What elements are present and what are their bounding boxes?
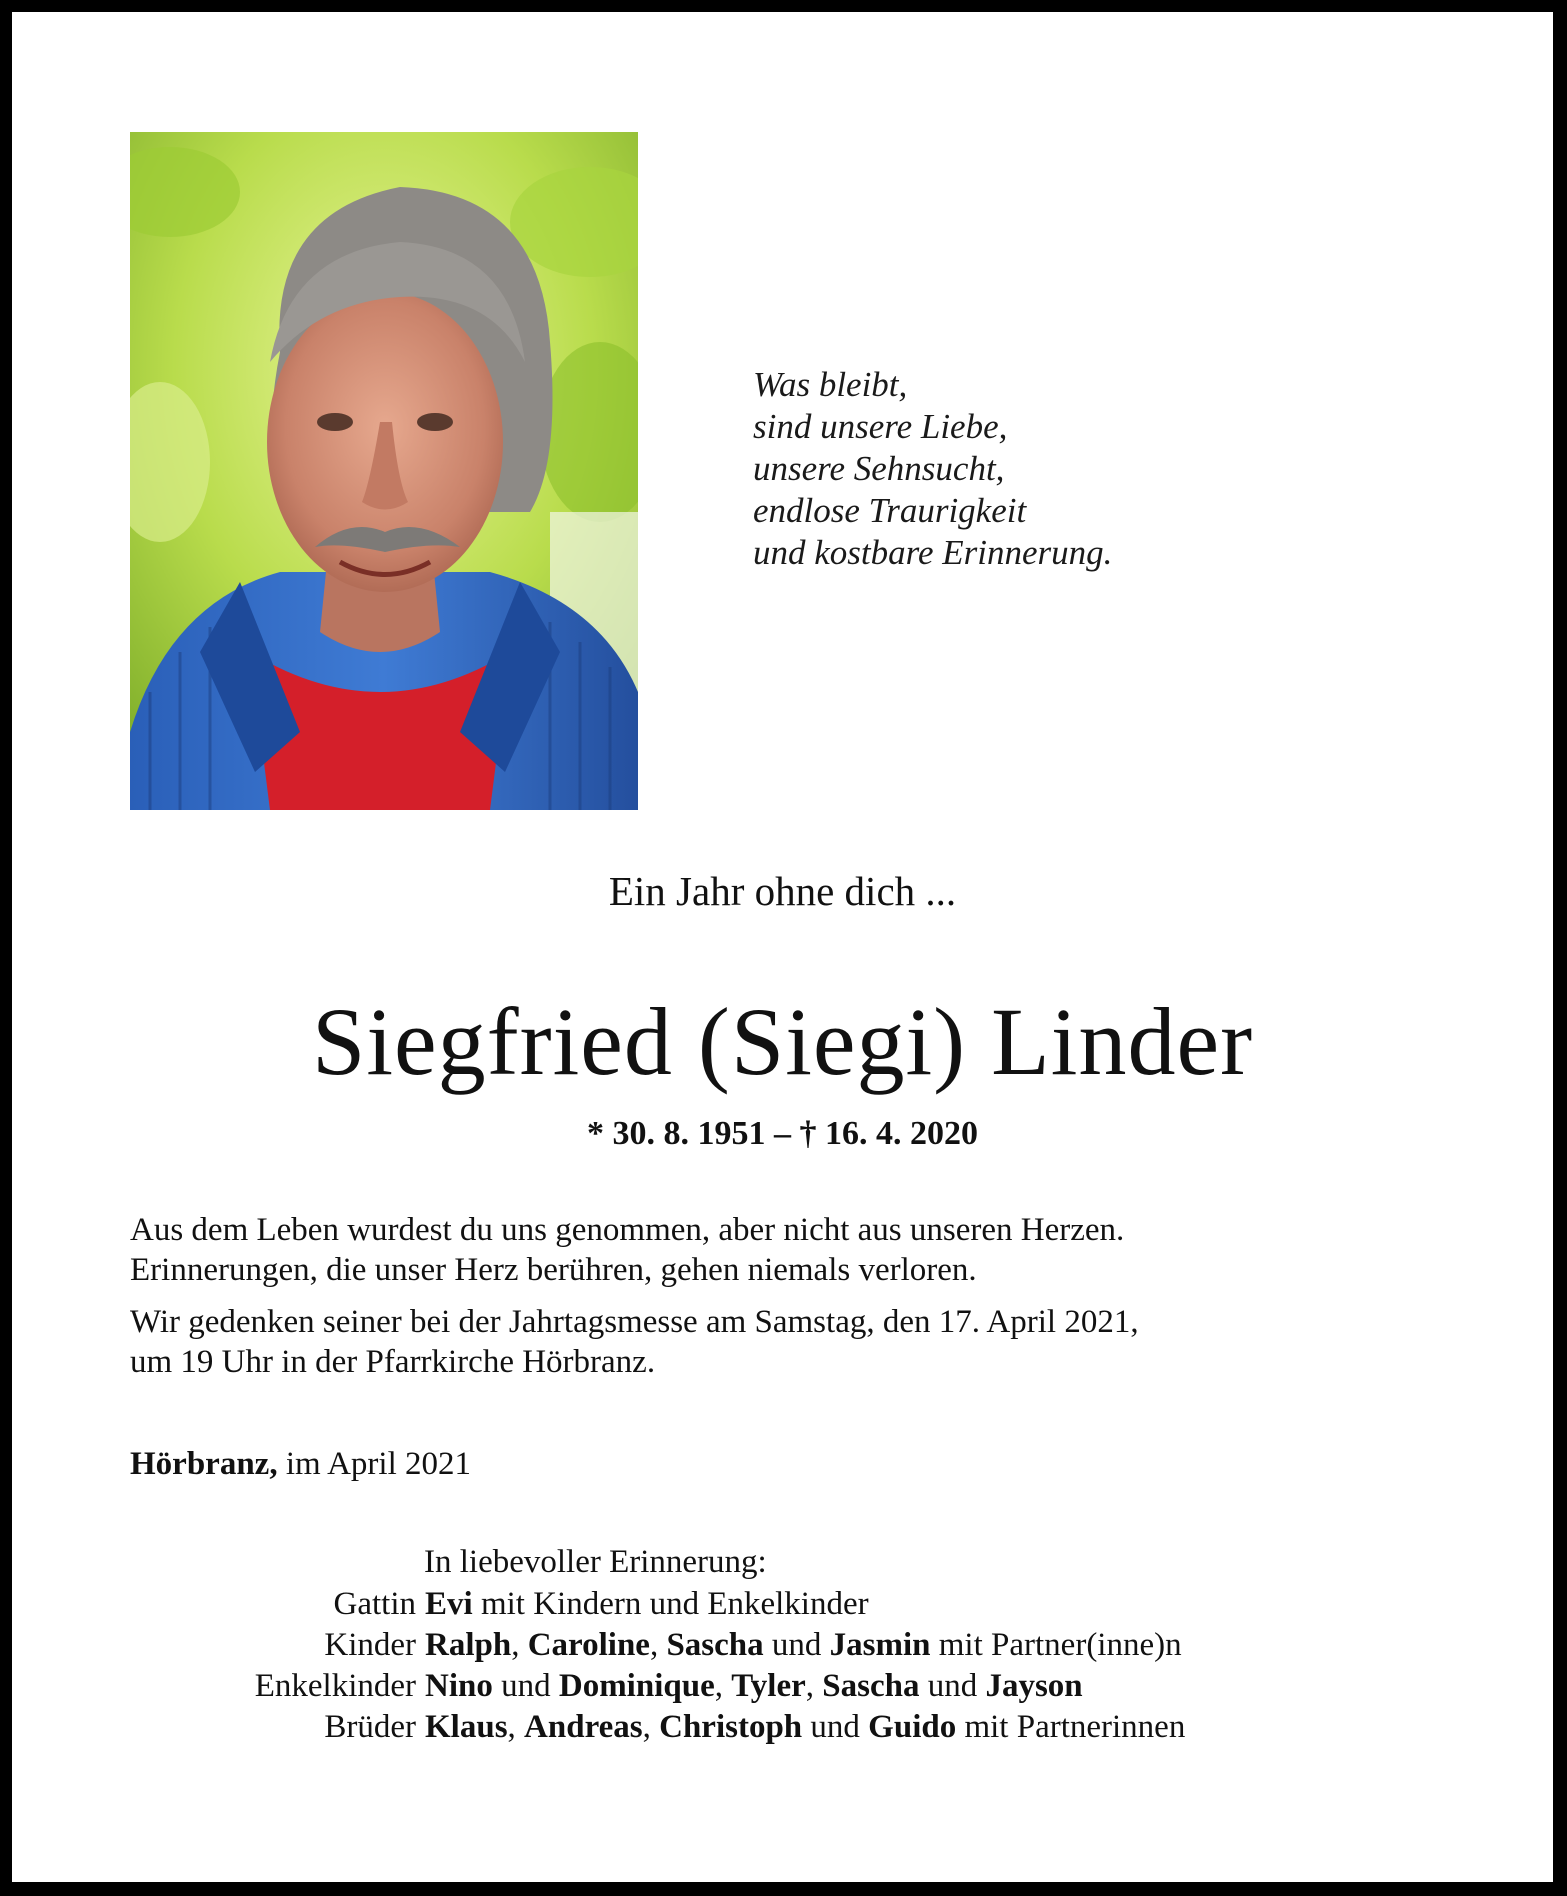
connector-text: ,: [805, 1668, 823, 1704]
person-name: Jayson: [985, 1668, 1083, 1704]
connector-text: mit Partner(inne)n: [930, 1627, 1182, 1663]
person-name: Christoph: [659, 1709, 803, 1745]
connector-text: ,: [507, 1709, 525, 1745]
connector-text: und: [492, 1668, 559, 1704]
connector-text: und: [919, 1668, 986, 1704]
quote-line: sind unsere Liebe,: [753, 407, 1008, 446]
person-name: Jasmin: [829, 1627, 931, 1663]
person-name: Ralph: [425, 1627, 512, 1663]
place-date-line: [130, 1444, 471, 1484]
relation-label: Kinder: [324, 1627, 416, 1663]
family-list: [12, 1584, 1553, 1748]
connector-text: ,: [642, 1709, 660, 1745]
obituary-card: [12, 12, 1553, 1882]
memorial-quote: [753, 364, 1112, 574]
quote-line: unsere Sehnsucht,: [753, 449, 1005, 488]
person-name: Nino: [425, 1668, 493, 1704]
connector-text: ,: [511, 1627, 528, 1663]
intro-line: Ein Jahr ohne dich ...: [608, 868, 957, 914]
paragraph-remembrance: [130, 1210, 1450, 1290]
place-date: im April 2021: [277, 1446, 472, 1482]
family-row-enkelkinder: [12, 1666, 1553, 1707]
family-row-kinder: [12, 1625, 1553, 1666]
paragraph-line: Erinnerungen, die unser Herz berühren, gehen niemals verloren.: [130, 1252, 977, 1288]
paragraph-line: Aus dem Leben wurdest du uns genommen, aber nicht aus unseren Herzen.: [130, 1212, 1125, 1248]
deceased-name: Siegfried (Siegi) Linder: [311, 988, 1254, 1095]
person-name: Klaus: [425, 1709, 508, 1745]
person-name: Sascha: [822, 1668, 920, 1704]
paragraph-line: Wir gedenken seiner bei der Jahrtagsmesse am Samstag, den 17. April 2021,: [130, 1304, 1139, 1340]
paragraph-line: um 19 Uhr in der Pfarrkirche Hörbranz.: [130, 1344, 656, 1380]
person-name: Evi: [425, 1586, 473, 1622]
person-name: Tyler: [731, 1668, 806, 1704]
connector-text: ,: [714, 1668, 732, 1704]
person-name: Dominique: [558, 1668, 715, 1704]
portrait-image: [130, 132, 638, 810]
relation-label: Gattin: [333, 1586, 416, 1622]
relation-names: [425, 1584, 869, 1625]
person-name: Caroline: [527, 1627, 650, 1663]
memory-heading: In liebevoller Erinnerung:: [424, 1544, 767, 1580]
family-row-brueder: [12, 1707, 1553, 1748]
connector-text: mit Partnerinnen: [956, 1709, 1186, 1745]
paragraph-mass-announcement: [130, 1302, 1450, 1382]
quote-line: endlose Traurigkeit: [753, 491, 1027, 530]
portrait-photo: [130, 132, 638, 810]
relation-label: Enkelkinder: [254, 1668, 416, 1704]
place-town: Hörbranz,: [130, 1446, 278, 1482]
connector-text: mit Kindern und Enkelkinder: [472, 1586, 869, 1622]
quote-line: Was bleibt,: [753, 365, 908, 404]
person-name: Sascha: [666, 1627, 764, 1663]
quote-line: und kostbare Erinnerung.: [753, 533, 1113, 572]
person-name: Andreas: [524, 1709, 643, 1745]
life-dates: * 30. 8. 1951 – † 16. 4. 2020: [587, 1115, 978, 1152]
connector-text: und: [802, 1709, 869, 1745]
connector-text: ,: [649, 1627, 667, 1663]
relation-label: Brüder: [324, 1709, 416, 1745]
relation-names: [425, 1707, 1185, 1748]
connector-text: und: [763, 1627, 830, 1663]
person-name: Guido: [868, 1709, 957, 1745]
family-row-gattin: [12, 1584, 1553, 1625]
relation-names: [425, 1666, 1083, 1707]
relation-names: [425, 1625, 1182, 1666]
